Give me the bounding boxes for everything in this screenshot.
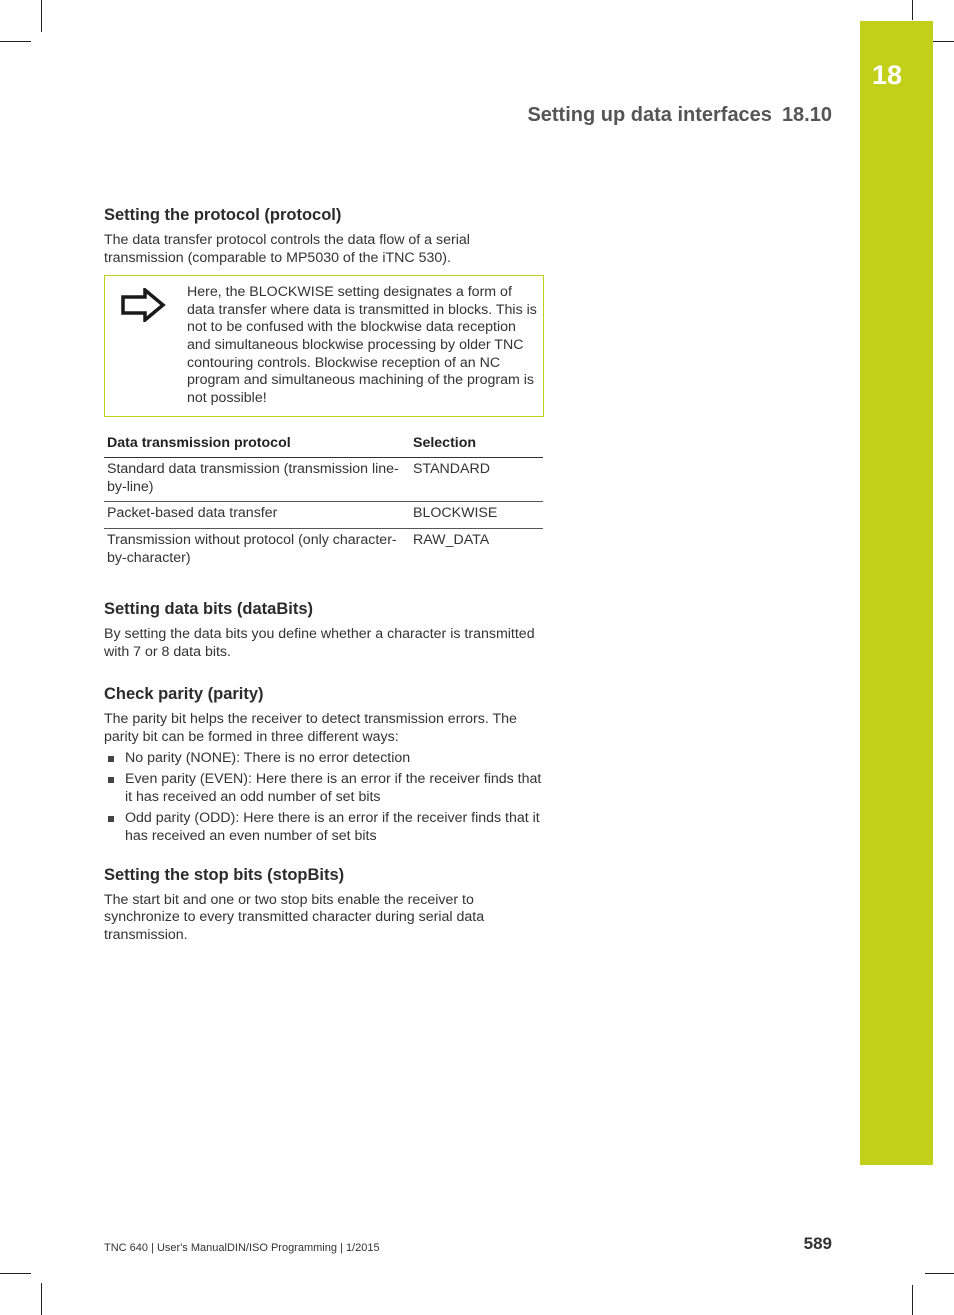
page-number: 589 [803, 1234, 832, 1253]
chapter-number: 18 [872, 60, 903, 90]
section-heading: Setting the protocol (protocol) [104, 206, 342, 224]
running-head-title: Setting up data interfaces [527, 104, 772, 126]
section-protocol [104, 204, 544, 572]
bullet-icon [108, 816, 114, 822]
list-item [104, 750, 544, 768]
section-stopbits [104, 864, 544, 945]
arrow-right-icon [121, 288, 167, 322]
section-heading: Setting data bits (dataBits) [104, 600, 314, 619]
running-head [527, 104, 832, 127]
section-parity [104, 683, 544, 845]
table-cell: BLOCKWISE [410, 502, 543, 529]
section-intro: The data transfer protocol controls the data flow of a serial transmission (comparable to MP5030 of the iTNC 530). [104, 232, 470, 266]
section-databits [104, 598, 544, 661]
table-row [104, 502, 543, 529]
table-cell: RAW_DATA [413, 531, 490, 548]
bullet-icon [108, 777, 114, 783]
crop-mark [0, 41, 31, 42]
list-item-text: Even parity (EVEN): Here there is an error if the receiver finds that it has received an odd number of set bits [125, 771, 542, 805]
note-box [104, 275, 544, 417]
table-row [104, 528, 543, 572]
section-heading: Check parity (parity) [104, 685, 264, 704]
chapter-tab [860, 21, 933, 1165]
list-item-text: No parity (NONE): There is no error detection [125, 749, 411, 766]
crop-mark [925, 1273, 954, 1274]
table-header-row [104, 427, 543, 458]
crop-mark [41, 1283, 42, 1315]
note-text: Here, the BLOCKWISE setting designates a form of data transfer where data is transmitted in blocks. This is not to be confused with the blockwise data reception and simultaneous blockwise processing by older TNC contouring controls. Blockwise reception of an NC program and simultaneous machining of the program is not possible! [187, 284, 537, 406]
list-item [104, 810, 544, 845]
bullet-icon [108, 756, 114, 762]
table-cell: Transmission without protocol (only character-by-character) [107, 531, 397, 566]
list-item [104, 771, 544, 806]
table-row [104, 458, 543, 502]
crop-mark [912, 1285, 913, 1315]
crop-mark [41, 0, 42, 32]
section-text: By setting the data bits you define whether a character is transmitted with 7 or 8 data bits. [104, 626, 535, 660]
list-item-text: Odd parity (ODD): Here there is an error if the receiver finds that it has received an even number of set bits [125, 810, 540, 844]
running-head-section-number: 18.10 [781, 104, 832, 126]
table-cell: Packet-based data transfer [104, 502, 410, 529]
footer-text: TNC 640 | User's ManualDIN/ISO Programming | 1/2015 [104, 1242, 380, 1254]
table-cell: STANDARD [410, 458, 543, 502]
table-cell: Standard data transmission (transmission line-by-line) [104, 458, 410, 502]
section-text: The start bit and one or two stop bits enable the receiver to synchronize to every transmitted character during serial data transmission. [104, 891, 485, 943]
section-heading: Setting the stop bits (stopBits) [104, 865, 345, 884]
table-header: Selection [410, 427, 543, 458]
parity-list [104, 750, 544, 846]
crop-mark [912, 0, 913, 20]
main-content [104, 204, 544, 944]
table-header: Data transmission protocol [104, 427, 410, 458]
protocol-table [104, 427, 543, 572]
crop-mark [0, 1273, 31, 1274]
section-text: The parity bit helps the receiver to detect transmission errors. The parity bit can be formed in three different ways: [104, 711, 517, 745]
